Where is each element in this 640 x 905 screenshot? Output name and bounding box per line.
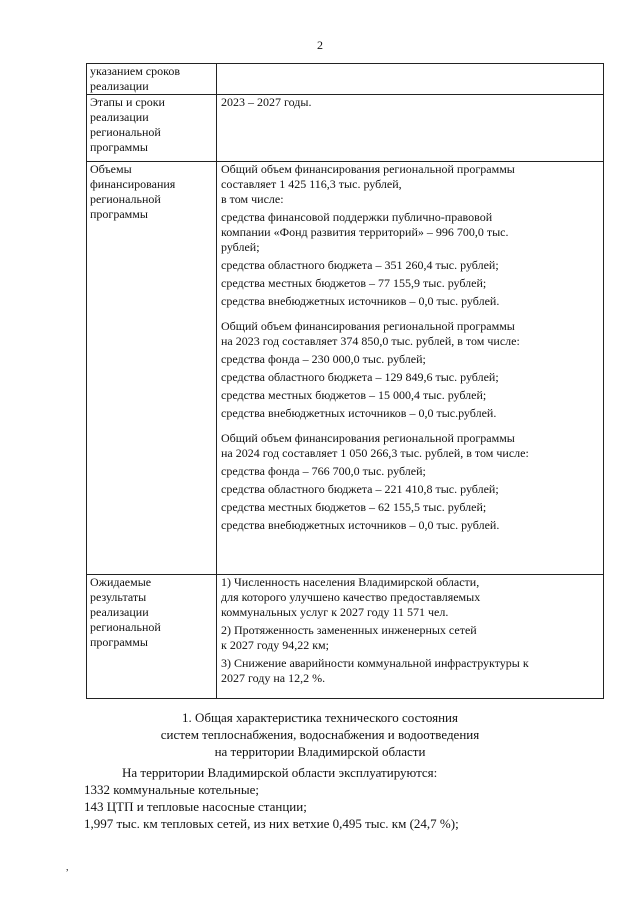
content-line: 2027 году на 12,2 %. bbox=[221, 671, 326, 685]
content-paragraph bbox=[221, 352, 597, 367]
content-paragraph bbox=[221, 464, 597, 479]
content-line: средства областного бюджета – 351 260,4 тыс. рублей; bbox=[221, 258, 499, 272]
paragraph-gap bbox=[221, 424, 597, 431]
content-line: 3) Снижение аварийности коммунальной инфраструктуры к bbox=[221, 656, 529, 670]
row-label-line: региональной bbox=[90, 620, 161, 634]
row-label-line: региональной bbox=[90, 125, 161, 139]
row-label-line: реализации bbox=[90, 605, 149, 619]
content-paragraph bbox=[221, 406, 597, 421]
section-heading-line: систем теплоснабжения, водоснабжения и водоотведения bbox=[160, 727, 480, 742]
content-line: на 2023 год составляет 374 850,0 тыс. рублей, в том числе: bbox=[221, 334, 520, 348]
content-paragraph bbox=[221, 575, 597, 620]
content-paragraph bbox=[221, 370, 597, 385]
content-paragraph bbox=[221, 258, 597, 273]
row-label-line: программы bbox=[90, 140, 148, 154]
content-paragraph bbox=[221, 210, 597, 255]
content-paragraph bbox=[221, 319, 597, 349]
content-paragraph bbox=[221, 162, 597, 207]
row-label-line: финансирования bbox=[90, 177, 176, 191]
row-label-line: Этапы и сроки bbox=[90, 95, 165, 109]
body-line: 1,997 тыс. км тепловых сетей, из них ветхие 0,495 тыс. км (24,7 %); bbox=[84, 816, 459, 831]
body-text bbox=[84, 764, 459, 832]
content-paragraph bbox=[221, 294, 597, 309]
row-label-line: программы bbox=[90, 207, 148, 221]
content-line: средства местных бюджетов – 62 155,5 тыс. рублей; bbox=[221, 500, 487, 514]
content-line: 2) Протяженность замененных инженерных сетей bbox=[221, 623, 477, 637]
row-content bbox=[217, 162, 604, 575]
table-row bbox=[87, 575, 604, 699]
page-number: 2 bbox=[317, 38, 323, 52]
section-heading-line: 1. Общая характеристика технического состояния bbox=[182, 710, 458, 725]
row-label-line: указанием сроков bbox=[90, 64, 181, 78]
content-paragraph bbox=[221, 388, 597, 403]
content-line: составляет 1 425 116,3 тыс. рублей, bbox=[221, 177, 402, 191]
content-line: к 2027 году 94,22 км; bbox=[221, 638, 329, 652]
paragraph-gap bbox=[221, 312, 597, 319]
content-line: Общий объем финансирования региональной программы bbox=[221, 162, 515, 176]
content-line: коммунальных услуг к 2027 году 11 571 чел. bbox=[221, 605, 449, 619]
row-label-line: Ожидаемые bbox=[90, 575, 152, 589]
content-paragraph bbox=[221, 482, 597, 497]
content-line: Общий объем финансирования региональной программы bbox=[221, 319, 515, 333]
content-paragraph bbox=[221, 95, 597, 110]
content-line: 2023 – 2027 годы. bbox=[221, 95, 312, 109]
section-heading-line: на территории Владимирской области bbox=[214, 744, 426, 759]
content-line: средства фонда – 230 000,0 тыс. рублей; bbox=[221, 352, 426, 366]
content-line: средства фонда – 766 700,0 тыс. рублей; bbox=[221, 464, 426, 478]
row-content bbox=[217, 95, 604, 162]
content-line: 1) Численность населения Владимирской области, bbox=[221, 575, 480, 589]
table-row bbox=[87, 64, 604, 95]
row-label-line: Объемы bbox=[90, 162, 132, 176]
row-label-line: результаты bbox=[90, 590, 147, 604]
section-heading bbox=[0, 709, 640, 760]
table-row bbox=[87, 95, 604, 162]
content-paragraph bbox=[221, 431, 597, 461]
row-label bbox=[87, 162, 217, 575]
body-line: 1332 коммунальные котельные; bbox=[84, 782, 260, 797]
content-line: для которого улучшено качество предоставляемых bbox=[221, 590, 481, 604]
content-line: средства областного бюджета – 221 410,8 тыс. рублей; bbox=[221, 482, 499, 496]
content-line: компании «Фонд развития территорий» – 996 700,0 тыс. bbox=[221, 225, 509, 239]
content-paragraph bbox=[221, 656, 597, 686]
row-content bbox=[217, 575, 604, 699]
content-line: в том числе: bbox=[221, 192, 284, 206]
margin-mark: , bbox=[66, 862, 69, 873]
content-line: рублей; bbox=[221, 240, 260, 254]
content-line: средства областного бюджета – 129 849,6 тыс. рублей; bbox=[221, 370, 499, 384]
passport-table bbox=[86, 63, 604, 699]
content-paragraph bbox=[221, 623, 597, 653]
row-content bbox=[217, 64, 604, 95]
content-paragraph bbox=[221, 500, 597, 515]
row-label bbox=[87, 575, 217, 699]
content-paragraph bbox=[221, 276, 597, 291]
content-paragraph bbox=[221, 518, 597, 533]
content-line: средства внебюджетных источников – 0,0 тыс. рублей. bbox=[221, 294, 500, 308]
content-line: средства внебюджетных источников – 0,0 тыс. рублей. bbox=[221, 518, 500, 532]
content-line: средства внебюджетных источников – 0,0 тыс.рублей. bbox=[221, 406, 497, 420]
body-line: 143 ЦТП и тепловые насосные станции; bbox=[84, 799, 307, 814]
table-row bbox=[87, 162, 604, 575]
content-line: средства финансовой поддержки публично-правовой bbox=[221, 210, 493, 224]
content-line: средства местных бюджетов – 15 000,4 тыс. рублей; bbox=[221, 388, 487, 402]
body-line: На территории Владимирской области эксплуатируются: bbox=[122, 765, 438, 780]
row-label-line: программы bbox=[90, 635, 148, 649]
content-line: Общий объем финансирования региональной программы bbox=[221, 431, 515, 445]
content-line: средства местных бюджетов – 77 155,9 тыс. рублей; bbox=[221, 276, 487, 290]
row-label-line: реализации bbox=[90, 110, 149, 124]
row-label-line: реализации bbox=[90, 79, 149, 93]
row-label bbox=[87, 95, 217, 162]
row-label bbox=[87, 64, 217, 95]
content-line: на 2024 год составляет 1 050 266,3 тыс. рублей, в том числе: bbox=[221, 446, 529, 460]
row-label-line: региональной bbox=[90, 192, 161, 206]
